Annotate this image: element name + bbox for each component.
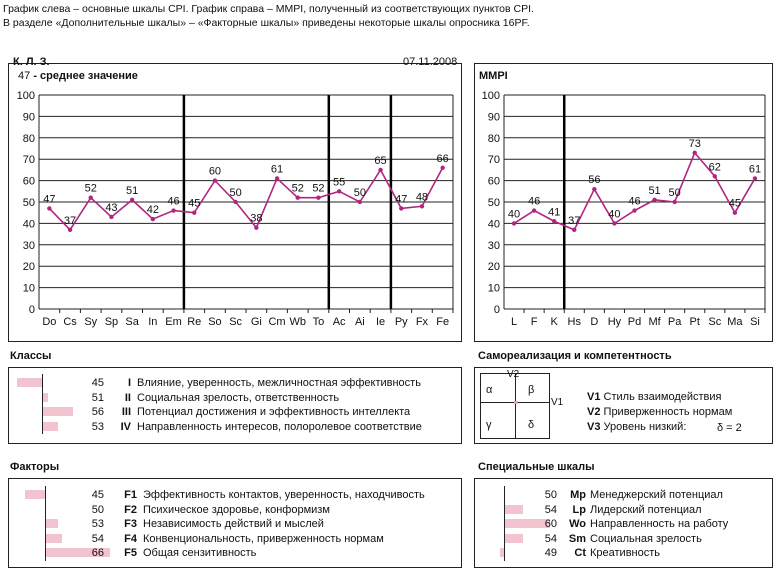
data-label: 52 [312, 182, 325, 195]
data-label: 52 [84, 182, 97, 195]
score-number: 45 [91, 489, 104, 501]
score-bar [43, 393, 48, 402]
data-point [233, 200, 237, 204]
score-number: 50 [544, 489, 557, 501]
scale-code: IV [120, 420, 131, 433]
data-label: 61 [748, 163, 762, 176]
self-title: Самореализация и компетентность [478, 350, 672, 362]
data-point [254, 225, 258, 229]
y-tick-label: 80 [22, 132, 35, 145]
score-number: 54 [91, 532, 104, 545]
data-label: 50 [229, 187, 242, 199]
data-point [552, 219, 556, 223]
data-point [192, 211, 196, 215]
data-point [68, 228, 72, 232]
y-tick-label: 80 [487, 132, 500, 145]
y-tick-label: 60 [487, 175, 500, 188]
score-bar [25, 490, 45, 499]
scale-code: F3 [124, 518, 137, 530]
data-point [296, 196, 300, 200]
y-tick-label: 0 [493, 304, 500, 316]
data-label: 37 [63, 214, 77, 227]
data-label: 37 [568, 214, 581, 227]
v1-axis-label: V1 [551, 397, 564, 408]
scale-code: Lp [572, 503, 586, 516]
scale-label: Направленность интересов, полоролевое соответствие [137, 420, 422, 433]
data-point [572, 228, 576, 232]
x-tick-label: Fe [436, 316, 450, 328]
data-label: 46 [628, 195, 641, 208]
x-tick-label: F [530, 316, 538, 328]
x-tick-label: Sc [708, 316, 722, 328]
x-tick-label: L [510, 316, 518, 328]
x-tick-label: Sy [84, 316, 98, 328]
data-point [612, 221, 616, 225]
data-point [316, 196, 320, 200]
cpi-panel [8, 56, 462, 342]
data-label: 60 [208, 165, 222, 178]
data-point [130, 198, 134, 202]
x-tick-label: Ac [332, 316, 346, 328]
scale-code: F5 [124, 547, 137, 559]
score-bar [17, 378, 42, 387]
vector-diagram [480, 373, 550, 439]
scale-code: F1 [124, 489, 137, 501]
data-label: 66 [436, 152, 449, 165]
x-tick-label: Em [165, 316, 182, 328]
v1-code: V1 [587, 391, 601, 403]
data-label: 56 [588, 174, 601, 187]
x-tick-label: Ai [354, 316, 365, 328]
data-label: 41 [548, 206, 561, 219]
data-point [213, 178, 217, 182]
scale-label: Общая сензитивность [143, 547, 257, 559]
data-point [378, 168, 382, 172]
y-tick-label: 40 [22, 218, 35, 231]
x-tick-label: Re [187, 316, 202, 328]
y-tick-label: 50 [487, 197, 500, 209]
average-number: 47 [18, 70, 31, 82]
factors-title: Факторы [10, 461, 60, 473]
data-point [109, 215, 113, 219]
data-label: 65 [374, 154, 387, 167]
scale-code: F2 [124, 503, 137, 516]
data-point [171, 208, 175, 212]
y-tick-label: 50 [22, 197, 35, 209]
data-point [275, 176, 279, 180]
data-point [632, 208, 636, 212]
scale-label: Влияние, уверенность, межличностная эффективность [137, 377, 421, 389]
score-number: 66 [91, 547, 104, 559]
x-tick-label: Sc [229, 316, 243, 328]
special-title: Специальные шкалы [478, 461, 595, 473]
scale-label: Психическое здоровье, конформизм [143, 503, 330, 516]
scale-code: Mp [570, 489, 586, 501]
data-label: 38 [250, 212, 263, 225]
score-number: 53 [91, 420, 104, 433]
scale-code: F4 [124, 532, 137, 545]
data-label: 46 [167, 195, 180, 208]
v3-code: V3 [587, 421, 601, 433]
v3-text: Уровень низкий: [603, 421, 687, 433]
scale-label: Конвенциональность, приверженность нормам [143, 532, 384, 545]
scale-code: Sm [568, 532, 586, 545]
x-tick-label: Do [42, 316, 57, 328]
y-tick-label: 40 [487, 218, 500, 231]
score-number: 54 [544, 532, 557, 545]
data-point [512, 221, 516, 225]
y-tick-label: 70 [487, 154, 500, 167]
data-label: 45 [728, 197, 742, 210]
data-label: 51 [126, 184, 139, 197]
data-label: 52 [291, 182, 304, 195]
scale-label: Потенциал достижения и эффективность интеллекта [137, 406, 411, 418]
score-bar [500, 548, 505, 557]
x-tick-label: Sp [104, 316, 119, 328]
v2-text: Приверженность нормам [603, 406, 733, 418]
intro-line-2: В разделе «Дополнительные шкалы» – «Факторные шкалы» приведены некоторые шкалы опросника 16PF. [3, 17, 530, 29]
x-tick-label: Cs [63, 316, 77, 328]
data-label: 73 [688, 137, 701, 150]
scale-code: Wo [569, 518, 586, 530]
score-bar [505, 505, 523, 514]
x-tick-label: So [208, 316, 222, 328]
data-point [151, 217, 155, 221]
data-point [693, 151, 697, 155]
intro-line-1: График слева – основные шкалы CPI. График справа – MMPI, полученный из соответствующих пунктов CPI. [3, 3, 534, 15]
data-point [420, 204, 424, 208]
y-tick-label: 30 [22, 239, 35, 252]
scale-label: Креативность [590, 547, 661, 559]
x-tick-label: Ma [727, 316, 743, 328]
x-tick-label: In [148, 316, 158, 328]
data-label: 40 [507, 208, 521, 221]
score-number: 60 [544, 518, 557, 530]
y-tick-label: 20 [487, 261, 500, 274]
v2-code: V2 [587, 406, 601, 418]
scale-label: Направленность на работу [590, 518, 729, 530]
x-tick-label: Ie [375, 316, 386, 328]
person-name: К. Л. З. [13, 56, 50, 68]
x-tick-label: Sa [125, 316, 139, 328]
scale-label: Эффективность контактов, уверенность, находчивость [143, 489, 425, 501]
scale-label: Независимость действий и мыслей [143, 518, 324, 530]
mmpi-chart-svg [475, 64, 772, 341]
delta-label: δ [528, 419, 535, 431]
y-tick-label: 70 [22, 154, 35, 167]
y-tick-label: 10 [487, 282, 500, 295]
x-tick-label: Pa [667, 316, 682, 328]
data-label: 50 [353, 187, 366, 199]
score-number: 54 [544, 503, 557, 516]
data-point [89, 196, 93, 200]
score-bar [43, 422, 58, 431]
scale-label: Лидерский потенциал [590, 503, 702, 516]
average-label: - среднее значение [33, 70, 138, 82]
series-line [49, 165, 442, 230]
score-bar [46, 519, 58, 528]
cpi-chart-svg [9, 64, 461, 341]
data-label: 42 [146, 204, 159, 217]
scale-label: Социальная зрелость, ответственность [137, 391, 340, 404]
score-bar [43, 407, 73, 416]
beta-label: β [528, 384, 535, 396]
score-number: 49 [544, 547, 557, 559]
data-point [358, 200, 362, 204]
x-tick-label: Pd [627, 316, 642, 328]
y-tick-label: 30 [487, 239, 500, 252]
scale-code: I [127, 377, 131, 389]
data-point [753, 176, 757, 180]
scale-label: Социальная зрелость [590, 532, 702, 545]
y-tick-label: 100 [481, 90, 500, 102]
data-label: 48 [415, 191, 429, 204]
self-panel [474, 367, 773, 444]
scale-label: Менеджерский потенциал [590, 489, 723, 501]
scale-code: II [124, 391, 131, 404]
data-label: 46 [527, 195, 541, 208]
x-tick-label: Hy [607, 316, 622, 328]
factors-panel [8, 478, 462, 568]
score-number: 45 [91, 377, 104, 389]
mmpi-panel [474, 63, 773, 342]
y-tick-label: 10 [22, 282, 35, 295]
v2-axis-label: V2 [507, 369, 520, 380]
special-panel [474, 478, 773, 568]
x-tick-label: Py [394, 316, 408, 328]
score-number: 51 [91, 391, 104, 404]
x-tick-label: Cm [268, 316, 286, 328]
v1-text: Стиль взаимодействия [603, 391, 722, 403]
scale-code: Ct [574, 547, 586, 559]
y-tick-label: 20 [22, 261, 35, 274]
data-label: 47 [43, 193, 56, 206]
alpha-label: α [486, 384, 493, 396]
data-label: 50 [668, 187, 681, 199]
data-label: 40 [608, 208, 621, 221]
v3-value: δ = 2 [717, 422, 742, 434]
x-tick-label: To [312, 316, 325, 328]
data-point [532, 208, 536, 212]
score-number: 56 [91, 406, 104, 418]
data-point [440, 166, 444, 170]
score-bar [46, 534, 62, 543]
x-tick-label: Wb [289, 316, 306, 328]
x-tick-label: Mf [648, 316, 661, 328]
x-tick-label: Pt [689, 316, 700, 328]
y-tick-label: 60 [22, 175, 35, 188]
y-tick-label: 0 [28, 304, 35, 316]
report-date: 07.11.2008 [403, 56, 458, 68]
y-tick-label: 100 [16, 90, 35, 102]
data-point [399, 206, 403, 210]
gamma-label: γ [486, 419, 492, 431]
y-tick-label: 90 [22, 111, 35, 124]
x-tick-label: Gi [250, 316, 262, 328]
data-point [713, 174, 717, 178]
score-number: 50 [91, 503, 104, 516]
x-tick-label: Si [750, 316, 760, 328]
score-number: 53 [91, 518, 104, 530]
data-label: 51 [648, 184, 661, 197]
x-tick-label: D [590, 316, 599, 328]
scale-code: III [121, 406, 131, 418]
score-bar [505, 534, 523, 543]
data-point [672, 200, 676, 204]
classes-panel [8, 367, 462, 444]
x-tick-label: Hs [567, 316, 581, 328]
data-label: 61 [270, 163, 284, 176]
data-point [592, 187, 596, 191]
x-tick-label: Fx [415, 316, 429, 328]
mmpi-title: MMPI [479, 70, 508, 82]
classes-title: Классы [10, 350, 52, 362]
data-label: 62 [708, 161, 721, 174]
data-point [733, 211, 737, 215]
data-point [652, 198, 656, 202]
data-label: 47 [395, 193, 408, 206]
data-label: 45 [188, 197, 201, 210]
data-point [47, 206, 51, 210]
data-point [337, 189, 341, 193]
y-tick-label: 90 [487, 111, 500, 124]
x-tick-label: K [550, 316, 558, 328]
data-label: 55 [333, 176, 346, 189]
data-label: 43 [105, 201, 118, 214]
